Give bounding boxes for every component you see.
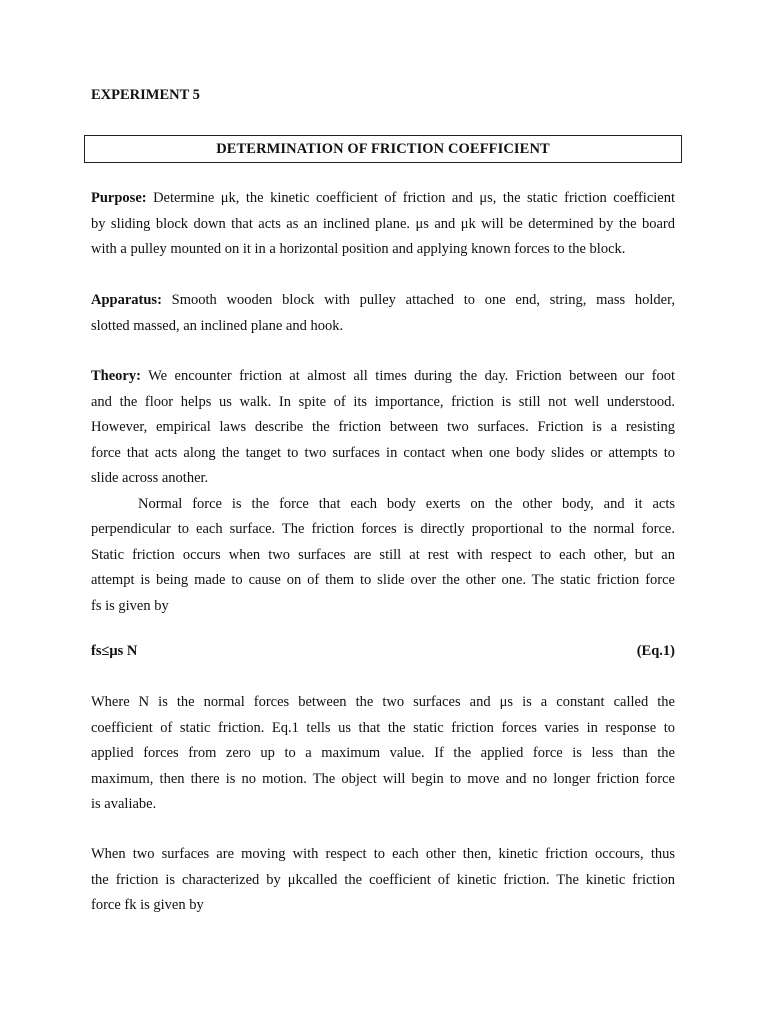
kinetic-line-3: force fk is given by: [91, 897, 204, 913]
kinetic-line-2: the friction is characterized by μkcalled the coefficient of kinetic friction. The kinetic friction: [91, 871, 675, 888]
theory-p2-line-2: perpendicular to each surface. The friction forces is directly proportional to the normal force.: [91, 521, 675, 537]
theory-label: Theory:: [91, 368, 141, 384]
static-line-5: is avaliabe.: [91, 796, 157, 812]
static-line-2: coefficient of static friction. Eq.1 tells us that the static friction forces varies in response to: [91, 719, 675, 736]
theory-p2-line-3: Static friction occurs when two surfaces are still at rest with respect to each other, but an: [91, 546, 675, 563]
theory-p2-line-4: attempt is being made to cause on of them to slide over the other one. The static friction force: [91, 572, 675, 588]
purpose-line-1: Purpose: Determine μk, the kinetic coefficient of friction and μs, the static friction coefficient: [91, 190, 675, 206]
theory-line-3: However, empirical laws describe the friction between two surfaces. Friction is a resisting: [91, 419, 675, 435]
apparatus-section: [91, 288, 675, 339]
purpose-section: [91, 186, 675, 263]
kinetic-line-1: When two surfaces are moving with respect to each other then, kinetic friction occours, thus: [91, 846, 675, 862]
purpose-line-3: with a pulley mounted on it in a horizontal position and applying known forces to the block.: [91, 241, 626, 257]
experiment-label: EXPERIMENT 5: [91, 87, 200, 103]
equation-label: (Eq.1): [636, 643, 675, 659]
equation-expression: fs≤μs N: [91, 643, 138, 659]
theory-p2-line-1: Normal force is the force that each body exerts on the other body, and it acts: [138, 495, 675, 512]
title-box: [84, 135, 682, 163]
theory-line-5: slide across another.: [91, 470, 209, 486]
apparatus-label: Apparatus:: [91, 292, 162, 308]
static-line-1: Where N is the normal forces between the two surfaces and μs is a constant called the: [91, 694, 675, 710]
purpose-label: Purpose:: [91, 190, 147, 206]
theory-p2-line-5: fs is given by: [91, 597, 169, 614]
theory-line-1: Theory: We encounter friction at almost all times during the day. Friction between our foot: [91, 368, 675, 384]
kinetic-friction-paragraph: [91, 842, 675, 919]
document-title: DETERMINATION OF FRICTION COEFFICIENT: [216, 140, 550, 157]
apparatus-line-1: Apparatus: Smooth wooden block with pulley attached to one end, string, mass holder,: [91, 292, 675, 308]
apparatus-line-2: slotted massed, an inclined plane and hook.: [91, 317, 344, 334]
static-line-3: applied forces from zero up to a maximum value. If the applied force is less than the: [91, 745, 675, 761]
purpose-line-2: by sliding block down that acts as an inclined plane. μs and μk will be determined by the board: [91, 215, 675, 232]
theory-line-2: and the floor helps us walk. In spite of its importance, friction is still not well understood.: [91, 393, 675, 410]
theory-line-4: force that acts along the tanget to two surfaces in contact when one body slides or attempts to: [91, 444, 675, 461]
static-line-4: maximum, then there is no motion. The object will begin to move and no longer friction force: [91, 770, 675, 787]
theory-section: [91, 364, 675, 619]
static-friction-paragraph: [91, 690, 675, 818]
equation-1: [91, 643, 675, 660]
